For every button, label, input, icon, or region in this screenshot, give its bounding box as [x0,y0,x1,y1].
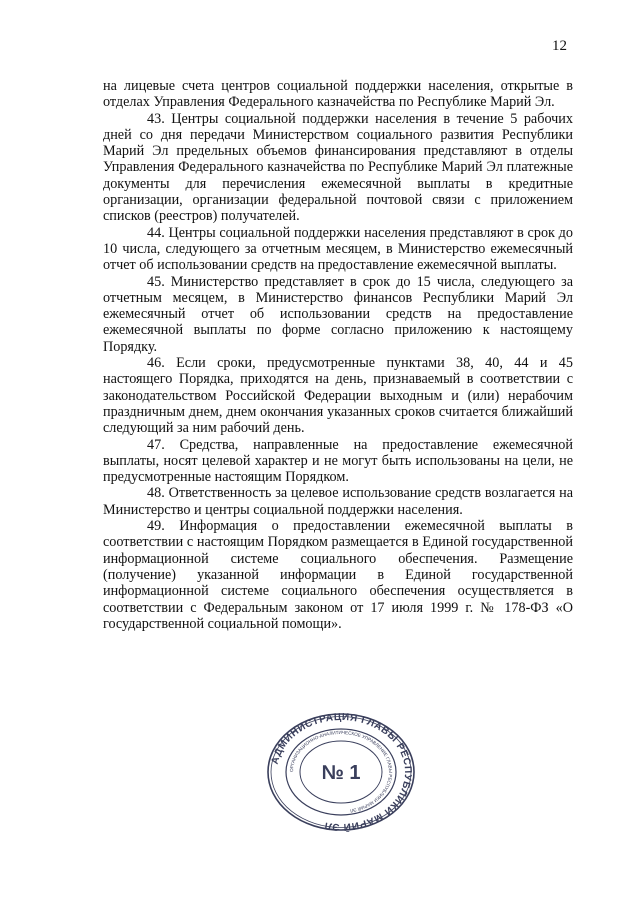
paragraph-48: 48. Ответственность за целевое использование средств возлагается на Министерство и центры социальной поддержки населения. [103,485,573,518]
stamp-outer-text: АДМИНИСТРАЦИЯ ГЛАВЫ РЕСПУБЛИКИ МАРИЙ ЭЛ [269,712,414,832]
official-stamp [266,712,416,832]
document-body [103,78,573,632]
paragraph-47: 47. Средства, направленные на предоставление ежемесячной выплаты, носят целевой характер и не могут быть использованы на цели, не предусмотренные настоящим Порядком. [103,436,573,486]
paragraph-43: 43. Центры социальной поддержки населения в течение 5 рабочих дней со дня передачи Министерством социального развития Республики Марий Эл предельных объемов финансирования представляют в отделы Управления Федерального казначейства по Республике Марий Эл платежные документы для перечисления ежемесячной выплаты в кредитные организации, организации федеральной почтовой связи с приложением списков (реестров) получателей. [103,110,573,225]
paragraph-45: 45. Министерство представляет в срок до 15 числа, следующего за отчетным месяцем, в Министерство финансов Республики Марий Эл ежемесячный отчет об использовании средств на предоставление ежемесячной выплаты по форме согласно приложению к настоящему Порядку. [103,273,573,355]
stamp-inner-text: ОРГАНИЗАЦИОННО-АНАЛИТИЧЕСКОЕ УПРАВЛЕНИЕ ГЛАВЫ РЕСПУБЛИКИ МАРИЙ ЭЛ [288,729,394,814]
paragraph-continuation: на лицевые счета центров социальной поддержки населения, открытые в отделах Управления Федерального казначейства по Республике Марий Эл. [103,78,573,111]
page-number: 12 [552,38,567,54]
stamp-center-number: № 1 [321,762,361,784]
paragraph-49: 49. Информация о предоставлении ежемесячной выплаты в соответствии с настоящим Порядком размещается в Единой государственной информационной системе социального обеспечения. Размещение (получение) указанной информации в Единой государственной информационной системе социального обеспечения осуществляется в соответствии с Федеральным законом от 17 июля 1999 г. № 178-ФЗ «О государственной социальной помощи». [103,518,573,632]
stamp-seal-graphic [266,712,416,832]
paragraph-44: 44. Центры социальной поддержки населения представляют в срок до 10 числа, следующего за отчетным месяцем, в Министерство ежемесячный отчет об использовании средств на предоставление ежемесячной выплаты. [103,224,573,274]
paragraph-46: 46. Если сроки, предусмотренные пунктами 38, 40, 44 и 45 настоящего Порядка, приходятся на день, признаваемый в соответствии с законодательством Российской Федерации выходным и (или) нерабочим праздничным днем, днем окончания указанных сроков считается ближайший следующий за ним рабочий день. [103,355,573,437]
